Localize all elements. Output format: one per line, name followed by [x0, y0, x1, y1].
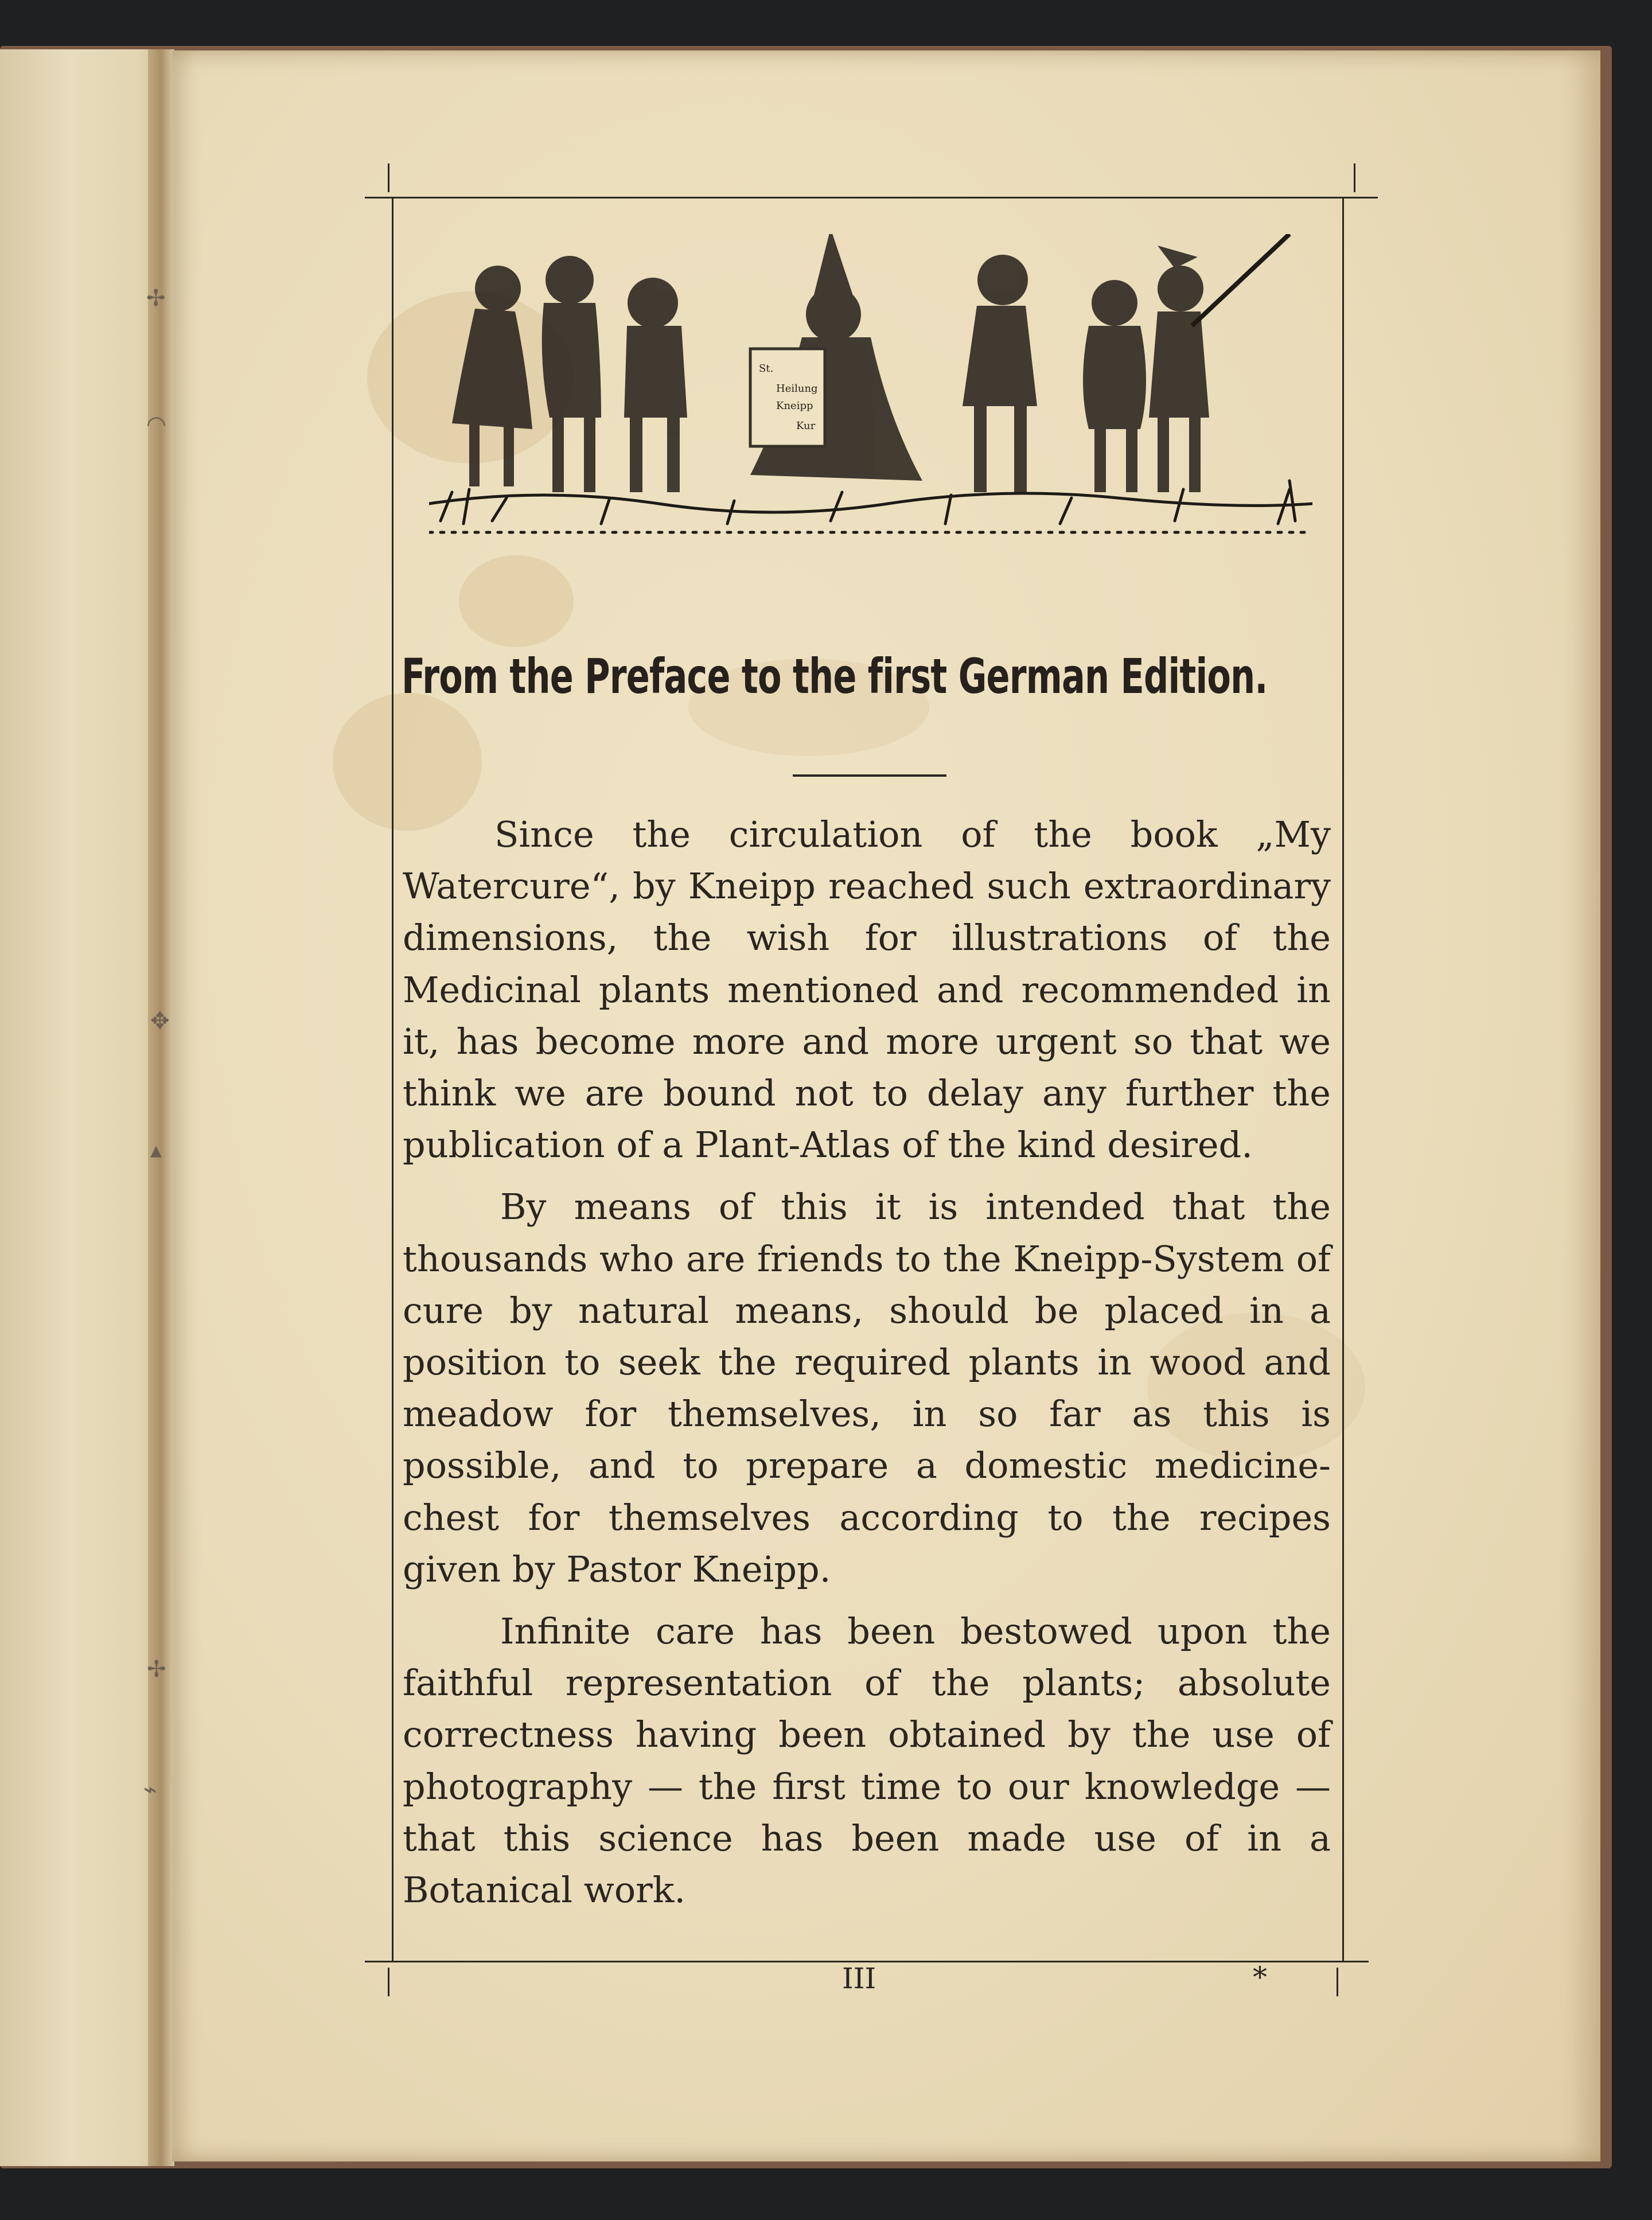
frame-tick	[388, 163, 389, 192]
binding-stitch: ▴	[150, 1137, 162, 1163]
frame-tick	[1354, 163, 1355, 192]
preface-body	[403, 809, 1331, 1926]
binding-stitch: ✢	[146, 285, 166, 311]
vignette-book-text: Kur	[796, 420, 816, 432]
vignette-book-text: St.	[759, 363, 774, 375]
gnome-and-children-vignette	[429, 234, 1312, 544]
paragraph: Infinite care has been bestowed upon the faithful representation of the plants; absolute correctness having been obtained by the use of photography — the first time to our knowledge — that this science has been made use of in a Botanical work.	[403, 1610, 1331, 1911]
paragraph: By means of this it is intended that the thousands who are friends to the Kneipp-System of cure by natural means, should be placed in a position to seek the required plants in wood and meadow for themselves, in so far as this is possible, and to prepare a domestic medicine-chest for themselves according to the recipes given by Pastor Kneipp.	[403, 1186, 1331, 1590]
book-gutter	[148, 49, 174, 2166]
left-endpaper	[0, 49, 172, 2166]
binding-stitch: ✢	[147, 1656, 166, 1682]
page-number: III	[842, 1962, 876, 1995]
frame-right-rule	[1342, 197, 1344, 1961]
heading-divider	[793, 774, 946, 777]
frame-top-rule	[365, 197, 1378, 198]
vignette-book-text: Kneipp	[776, 400, 813, 412]
signature-mark: *	[1253, 1961, 1267, 1994]
paragraph: Since the circulation of the book „My Watercure“, by Kneipp reached such extraordinary dimensions, the wish for illustrations of the Medicinal plants mentioned and recommended in it, has become more and more urgent so that we think we are bound not to delay any further the publication of a Plant-Atlas of the kind desired.	[403, 813, 1331, 1166]
page-heading: From the Preface to the first German Edition.	[402, 648, 1268, 704]
binding-stitch: ◠	[146, 411, 166, 438]
frame-tick	[1337, 1968, 1338, 1996]
binding-stitch: ⌁	[143, 1777, 158, 1803]
frame-left-rule	[392, 197, 393, 1961]
vignette-book-text: Heilung	[776, 383, 818, 395]
frame-tick	[388, 1968, 389, 1996]
binding-stitch: ✥	[150, 1008, 170, 1034]
